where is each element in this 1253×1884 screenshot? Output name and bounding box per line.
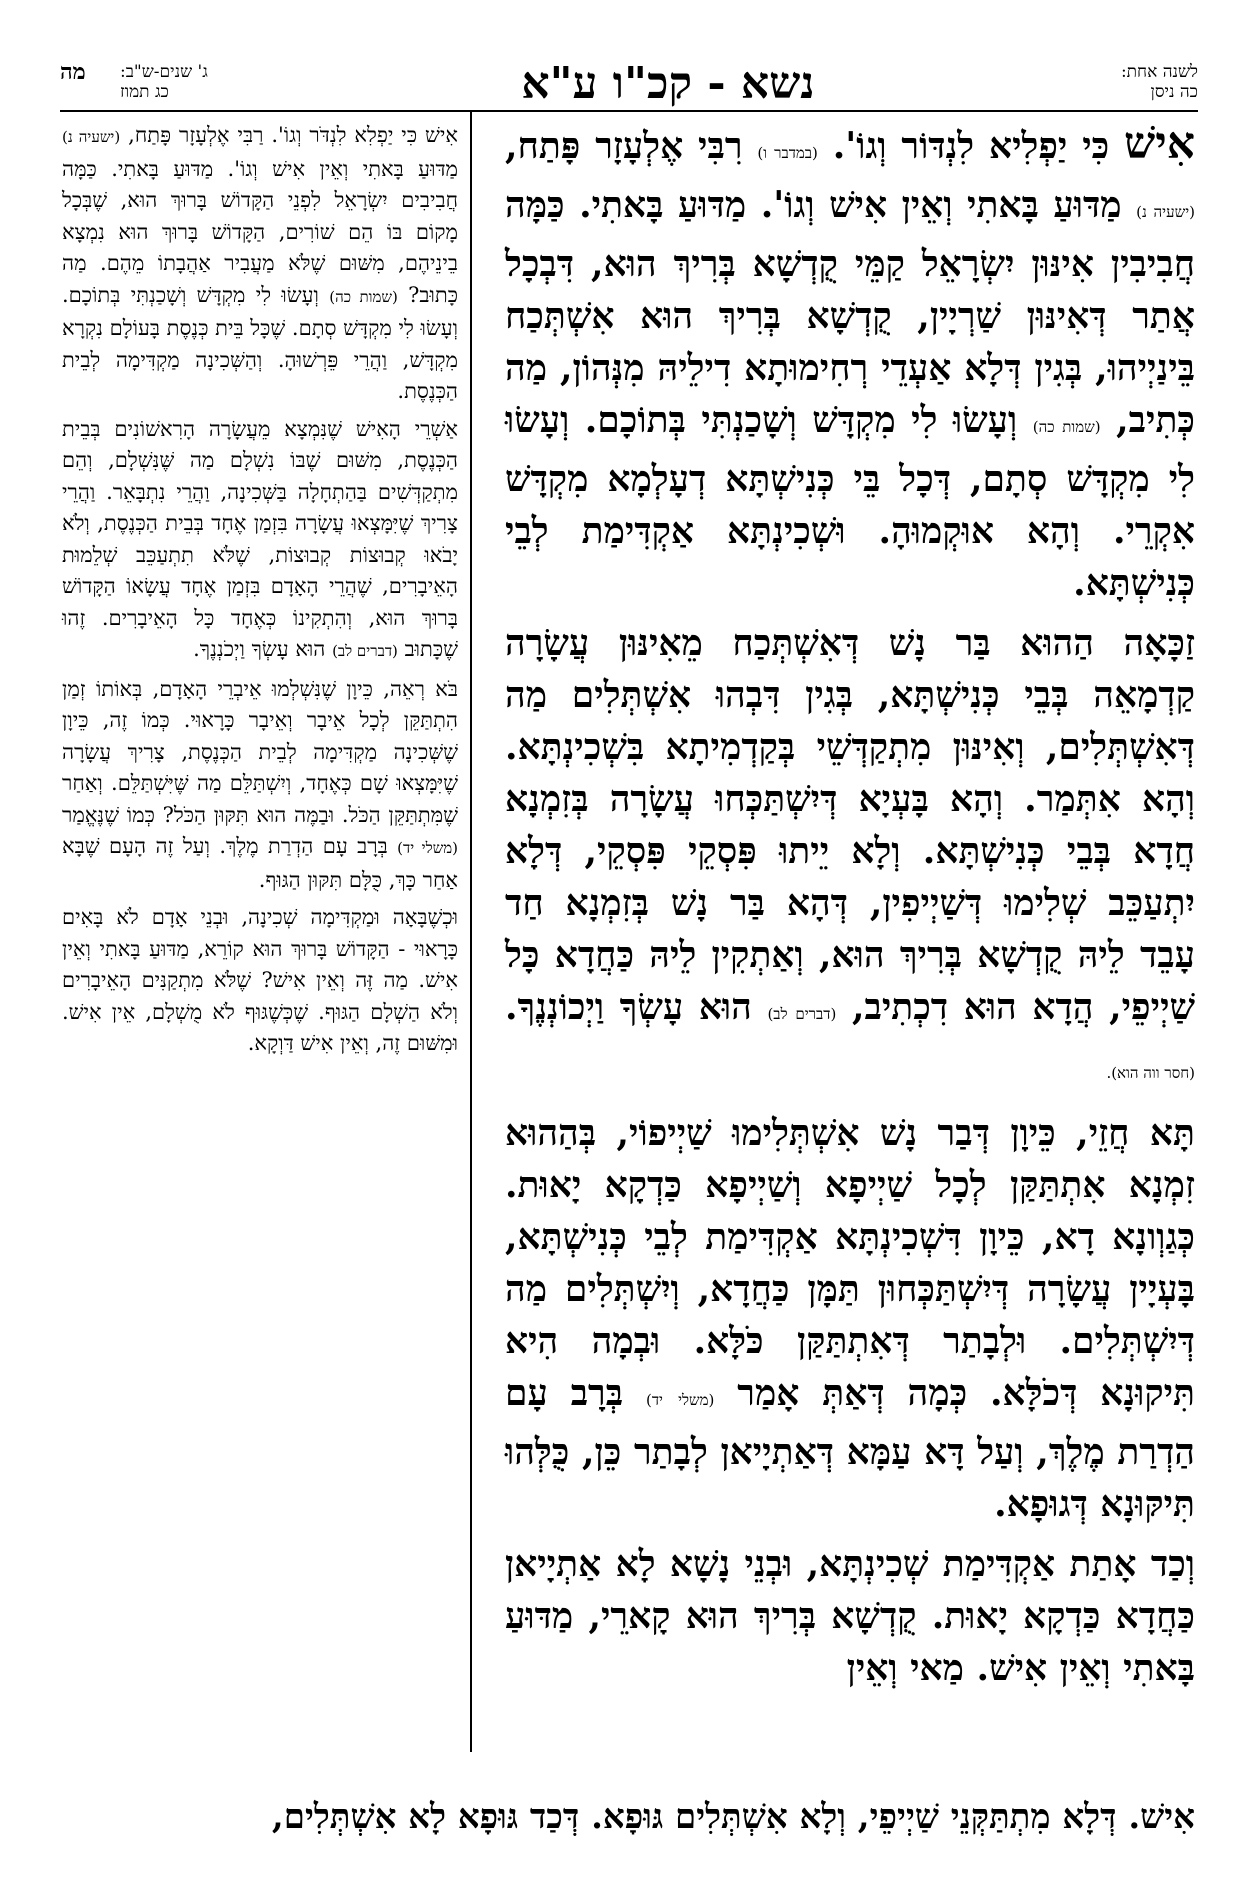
side-text: וְעָשׂוּ לִי מִקְדָּשׁ וְשָׁכַנְתִּי בְּתוֹכָם. וְעָשׂוּ לִי מִקְדָּשׁ סְתָם. שֶׁכָּל בֵּית כְּנֶסֶת בָּעוֹלָם נִקְרָא מִקְדָּשׁ, וַהֲרֵי פֵּרְשׁוּהָ. וְהַשְּׁכִינָה מַקְדִּימָה לְבֵית הַכְּנֶסֶת. <box>62 282 458 403</box>
hebrew-translation-column <box>62 120 458 1066</box>
side-text: וּכְשֶׁבָּאָה וּמַקְדִּימָה שְׁכִינָה, וּבְנֵי אָדָם לֹא בָּאִים כָּרָאוּי - הַקָּדוֹשׁ בָּרוּךְ הוּא קוֹרֵא, מַדּוּעַ בָּאתִי וְאֵין אִישׁ. מַה זֶּה וְאֵין אִישׁ? שֶׁלֹּא מִתְקַנִּים הָאֵיבָרִים וְלֹא הַשְׁלָם הַגּוּף. שֶׁכְּשֶׁגּוּף לֹא מֻשְׁלָם, אֵין אִישׁ. וּמִשּׁוּם זֶה, וְאֵין אִישׁ דַּוְקָא. <box>62 905 458 1055</box>
side-paragraph-4 <box>62 902 458 1060</box>
main-text: וְעָשׂוּ לִי מִקְדָּשׁ וְשָׁכַנְתִּי בְּתוֹכָם. וְעָשׂוּ לִי מִקְדָּשׁ סְתָם, דְּכָל בֵּי כְּנִישְׁתָּא דְעָלְמָא מִקְדָּשׁ אִקְרֵי. וְהָא אוּקְמוּהָ. וּשְׁכִינְתָּא אַקְדִּימַת לְבֵי כְּנִישְׁתָּא. <box>505 399 1195 604</box>
editorial-note: (חסר ווה הוא). <box>1106 1064 1195 1082</box>
main-paragraph-3 <box>505 1107 1195 1530</box>
page-title: נשא - קכ"ו ע"א <box>521 58 815 109</box>
main-paragraph-2 <box>505 617 1195 1099</box>
main-text: זַכָּאָה הַהוּא בַּר נָשׁ דְּאִשְׁתְּכַח מֵאִינּוּן עֲשָׂרָה קַדְמָאֵה בְּבֵי כְּנִישְׁתָּא, בְּגִין דִּבְהוּ אִשְׁתְּלִים מַה דְּאִשְׁתְּלִים, וְאִינּוּן מִתְקַדְּשֵׁי בְּקַדְמִיתָא בִּשְׁכִינְתָּא. וְהָא אִתְּמַר. וְהָא בָּעְיָא דְּיִשְׁתַּכְּחוּ עֲשָׂרָה בְּזִמְנָא חֲדָא בְּבֵי כְּנִישְׁתָּא. וְלָא יֵיתוּ פִּסְקֵי פִּסְקֵי, דְּלָא יִתְעַכֵּב שְׁלִימוּ דְּשַׁיְיפִין, דְּהָא בַּר נָשׁ בְּזִמְנָא חַד עָבֵד לֵיהּ קֻדְשָׁא בְּרִיךְ הוּא, וְאַתְקִין לֵיהּ כַּחֲדָא כָּל שַׁיְיפֵי, הֲדָא הוּא דִכְתִיב, <box>505 622 1195 1028</box>
main-paragraph-4 <box>505 1538 1195 1694</box>
page-header <box>60 58 1198 109</box>
main-text: תָּא חֲזֵי, כֵּיוָן דְּבַר נָשׁ אִשְׁתְּלִימוּ שַׁיְיפוֹי, בְּהַהוּא זִמְנָא אִתְתַּקַּן לְכָל שַׁיְיפָא וְשַׁיְיפָא כַּדְקָא יָאוּת. כְּגַוְונָא דָא, כֵּיוָן דִּשְׁכִינְתָּא אַקְדִּימַת לְבֵי כְּנִישְׁתָּא, בָּעְיָין עֲשָׂרָה דְּיִשְׁתַּכְּחוּן תַּמָּן כַּחֲדָא, וְיִשְׁתְּלִים מַה דְּיִשְׁתְּלִים. וּלְבָתַר דְּאִתְתַּקַּן כֹּלָּא. וּבְמָה הִיא תִּיקוּנָא דְּכֹלָּא. כְּמָה דְּאַתְּ אָמַר <box>505 1112 1195 1414</box>
source-citation: (משלי יד) <box>397 839 458 857</box>
side-text: בֹּא רְאֵה, כֵּיוָן שֶׁנִּשְׁלְמוּ אֵיבְרֵי הָאָדָם, בְּאוֹתוֹ זְמַן הִתְתַּקֵּן לְכָל אֵיבָר וְאֵיבָר כָּרָאוּי. כְּמוֹ זֶה, כֵּיוָן שֶׁשְּׁכִינָה מַקְדִּימָה לְבֵית הַכְּנֶסֶת, צָרִיךְ עֲשָׂרָה שֶׁיִּמָּצְאוּ שָׁם כְּאֶחָד, וְיִשְׁתַּלֵּם מַה שֶּׁיִּשְׁתַּלֵּם. וְאַחַר שֶׁמִּתְתַּקֵּן הַכֹּל. וּבַמֶּה הוּא תִּקּוּן הַכֹּל? כְּמוֹ שֶׁנֶּאֱמַר <box>62 676 458 827</box>
header-three-years-label: ג' שנים-ש"ב: <box>120 62 208 82</box>
header-one-year-date: כה ניסן <box>1150 82 1198 102</box>
main-text: בְּרָב עָם הַדְרַת מֶלֶךְ, וְעַל דָּא עַמָּא דְּאַתְיָיאן לְבָתַר כֵּן, כֻּלְּהוּ תִּיקּוּנָא דְּגוּפָא. <box>505 1372 1195 1525</box>
side-paragraph-3 <box>62 674 458 897</box>
source-citation: (ישעיה נ) <box>62 128 121 146</box>
main-text: וְכַד אָתַת אַקְדִּימַת שְׁכִינְתָּא, וּבְנֵי נָשָׁא לָא אַתְיָיאן כַּחֲדָא כַּדְקָא יָאוּת. קֻדְשָׁא בְּרִיךְ הוּא קָארֵי, מַדּוּעַ בָּאתִי וְאֵין אִישׁ. מַאי וְאֵין <box>505 1543 1195 1689</box>
page-number: מה <box>60 59 86 85</box>
column-divider <box>470 112 472 1752</box>
header-study-schedule-one-year <box>1121 62 1198 102</box>
source-citation: (דברים לב) <box>332 642 398 660</box>
side-text: מַדּוּעַ בָּאתִי וְאֵין אִישׁ וְגוֹ'. מַדּוּעַ בָּאתִי. כַּמָּה חֲבִיבִים יִשְׂרָאֵל לִפְנֵי הַקָּדוֹשׁ בָּרוּךְ הוּא, שֶׁבְּכָל מָקוֹם בּוֹ הֵם שׁוֹרִים, הַקָּדוֹשׁ בָּרוּךְ הוּא נִמְצָא בֵינֵיהֶם, מִשּׁוּם שֶׁלֹּא מַעֲבִיר אַהֲבָתוֹ מֵהֶם. מַה כָּתוּב? <box>62 156 458 307</box>
opening-word: אִישׁ <box>1124 118 1195 169</box>
side-text: הוּא עָשְׂךָ וַיְכֹנְנֶךָ. <box>193 637 333 661</box>
main-text: כִּי יַפְלִיא לִנְדּוֹר וְגוֹ'. <box>817 125 1125 167</box>
side-paragraph-2 <box>62 414 458 668</box>
header-one-year-label: לשנה אחת: <box>1120 62 1198 82</box>
header-divider <box>60 110 1198 112</box>
source-citation: (ישעיה נ) <box>1136 203 1195 221</box>
main-paragraph-1 <box>505 118 1195 609</box>
aramaic-main-column <box>505 118 1195 1702</box>
source-citation: (דברים לב) <box>767 1005 837 1023</box>
source-citation: (שמות כה) <box>329 287 398 306</box>
source-citation: (במדבר ו) <box>757 144 818 162</box>
side-paragraph-1 <box>62 120 458 408</box>
source-citation: (שמות כה) <box>1032 418 1101 436</box>
main-text: הוּא עָשְׂךָ וַיְכוֹנְנֶךָ. <box>505 986 768 1028</box>
source-citation: (משלי יד) <box>645 1391 715 1409</box>
header-three-years-block <box>120 62 208 102</box>
side-text: בְּרָב עָם הַדְרַת מֶלֶךְ. וְעַל זֶה הָעָם שֶׁבָּא אַחַר כָּךְ, כֻּלָּם תִּקּוּן הַגּוּף. <box>62 834 458 892</box>
main-text: רִבִּי אֶלְעָזָר פָּתַח, <box>505 125 758 167</box>
side-text: אַשְׁרֵי הָאִישׁ שֶׁנִּמְצָא מֵעֲשָׂרָה הָרִאשׁוֹנִים בְּבֵית הַכְּנֶסֶת, מִשּׁוּם שֶׁבּוֹ נִשְׁלָם מַה שֶּׁנִּשְׁלָם, וְהֵם מִתְקַדְּשִׁים בַּהַתְחָלָה בַּשְּׁכִינָה, וַהֲרֵי נִתְבָּאֵר. וַהֲרֵי צָרִיךְ שֶׁיִּמָּצְאוּ עֲשָׂרָה בִּזְמַן אֶחָד בְּבֵית הַכְּנֶסֶת, וְלֹא יָבֹאוּ קְבוּצוֹת קְבוּצוֹת, שֶׁלֹּא תִתְעַכֵּב שְׁלֵמוּת הָאֵיבָרִים, שֶׁהֲרֵי הָאָדָם בִּזְמַן אֶחָד עֲשָׂאוֹ הַקָּדוֹשׁ בָּרוּךְ הוּא, וְהִתְקִינוֹ כְּאֶחָד כָּל הָאֵיבָרִים. זֶהוּ שֶׁכָּתוּב <box>62 416 458 661</box>
bottom-full-width-line: אִישׁ. דְּלָא מִתְתַּקְּנֵי שַׁיְיפֵי, וְלָא אִשְׁתְּלִים גּוּפָא. דְּכַד גּוּפָא לָא אִשְׁתְּלִים, <box>271 1797 1195 1837</box>
side-text: אִישׁ כִּי יַפְלִא לִנְדֹּר וְגוֹ'. רַבִּי אֶלְעָזָר פָּתַח, <box>120 123 458 147</box>
main-text: מַדּוּעַ בָּאתִי וְאֵין אִישׁ וְגוֹ'. מַדּוּעַ בָּאתִי. כַּמָּה חֲבִיבִין אִינּוּן יִשְׂרָאֵל קַמֵּי קֻדְשָׁא בְּרִיךְ הוּא, דִּבְכָל אֲתַר דְּאִינּוּן שַׁרְיָין, קֻדְשָׁא בְּרִיךְ הוּא אִשְׁתְּכַח בֵּינַיְיהוּ, בְּגִין דְּלָא אַעְדֵי רְחִימוּתָא דִילֵיהּ מִנְּהוֹן, מַה כְּתִיב, <box>505 184 1195 441</box>
header-three-years-date: כג תמוז <box>120 82 169 102</box>
